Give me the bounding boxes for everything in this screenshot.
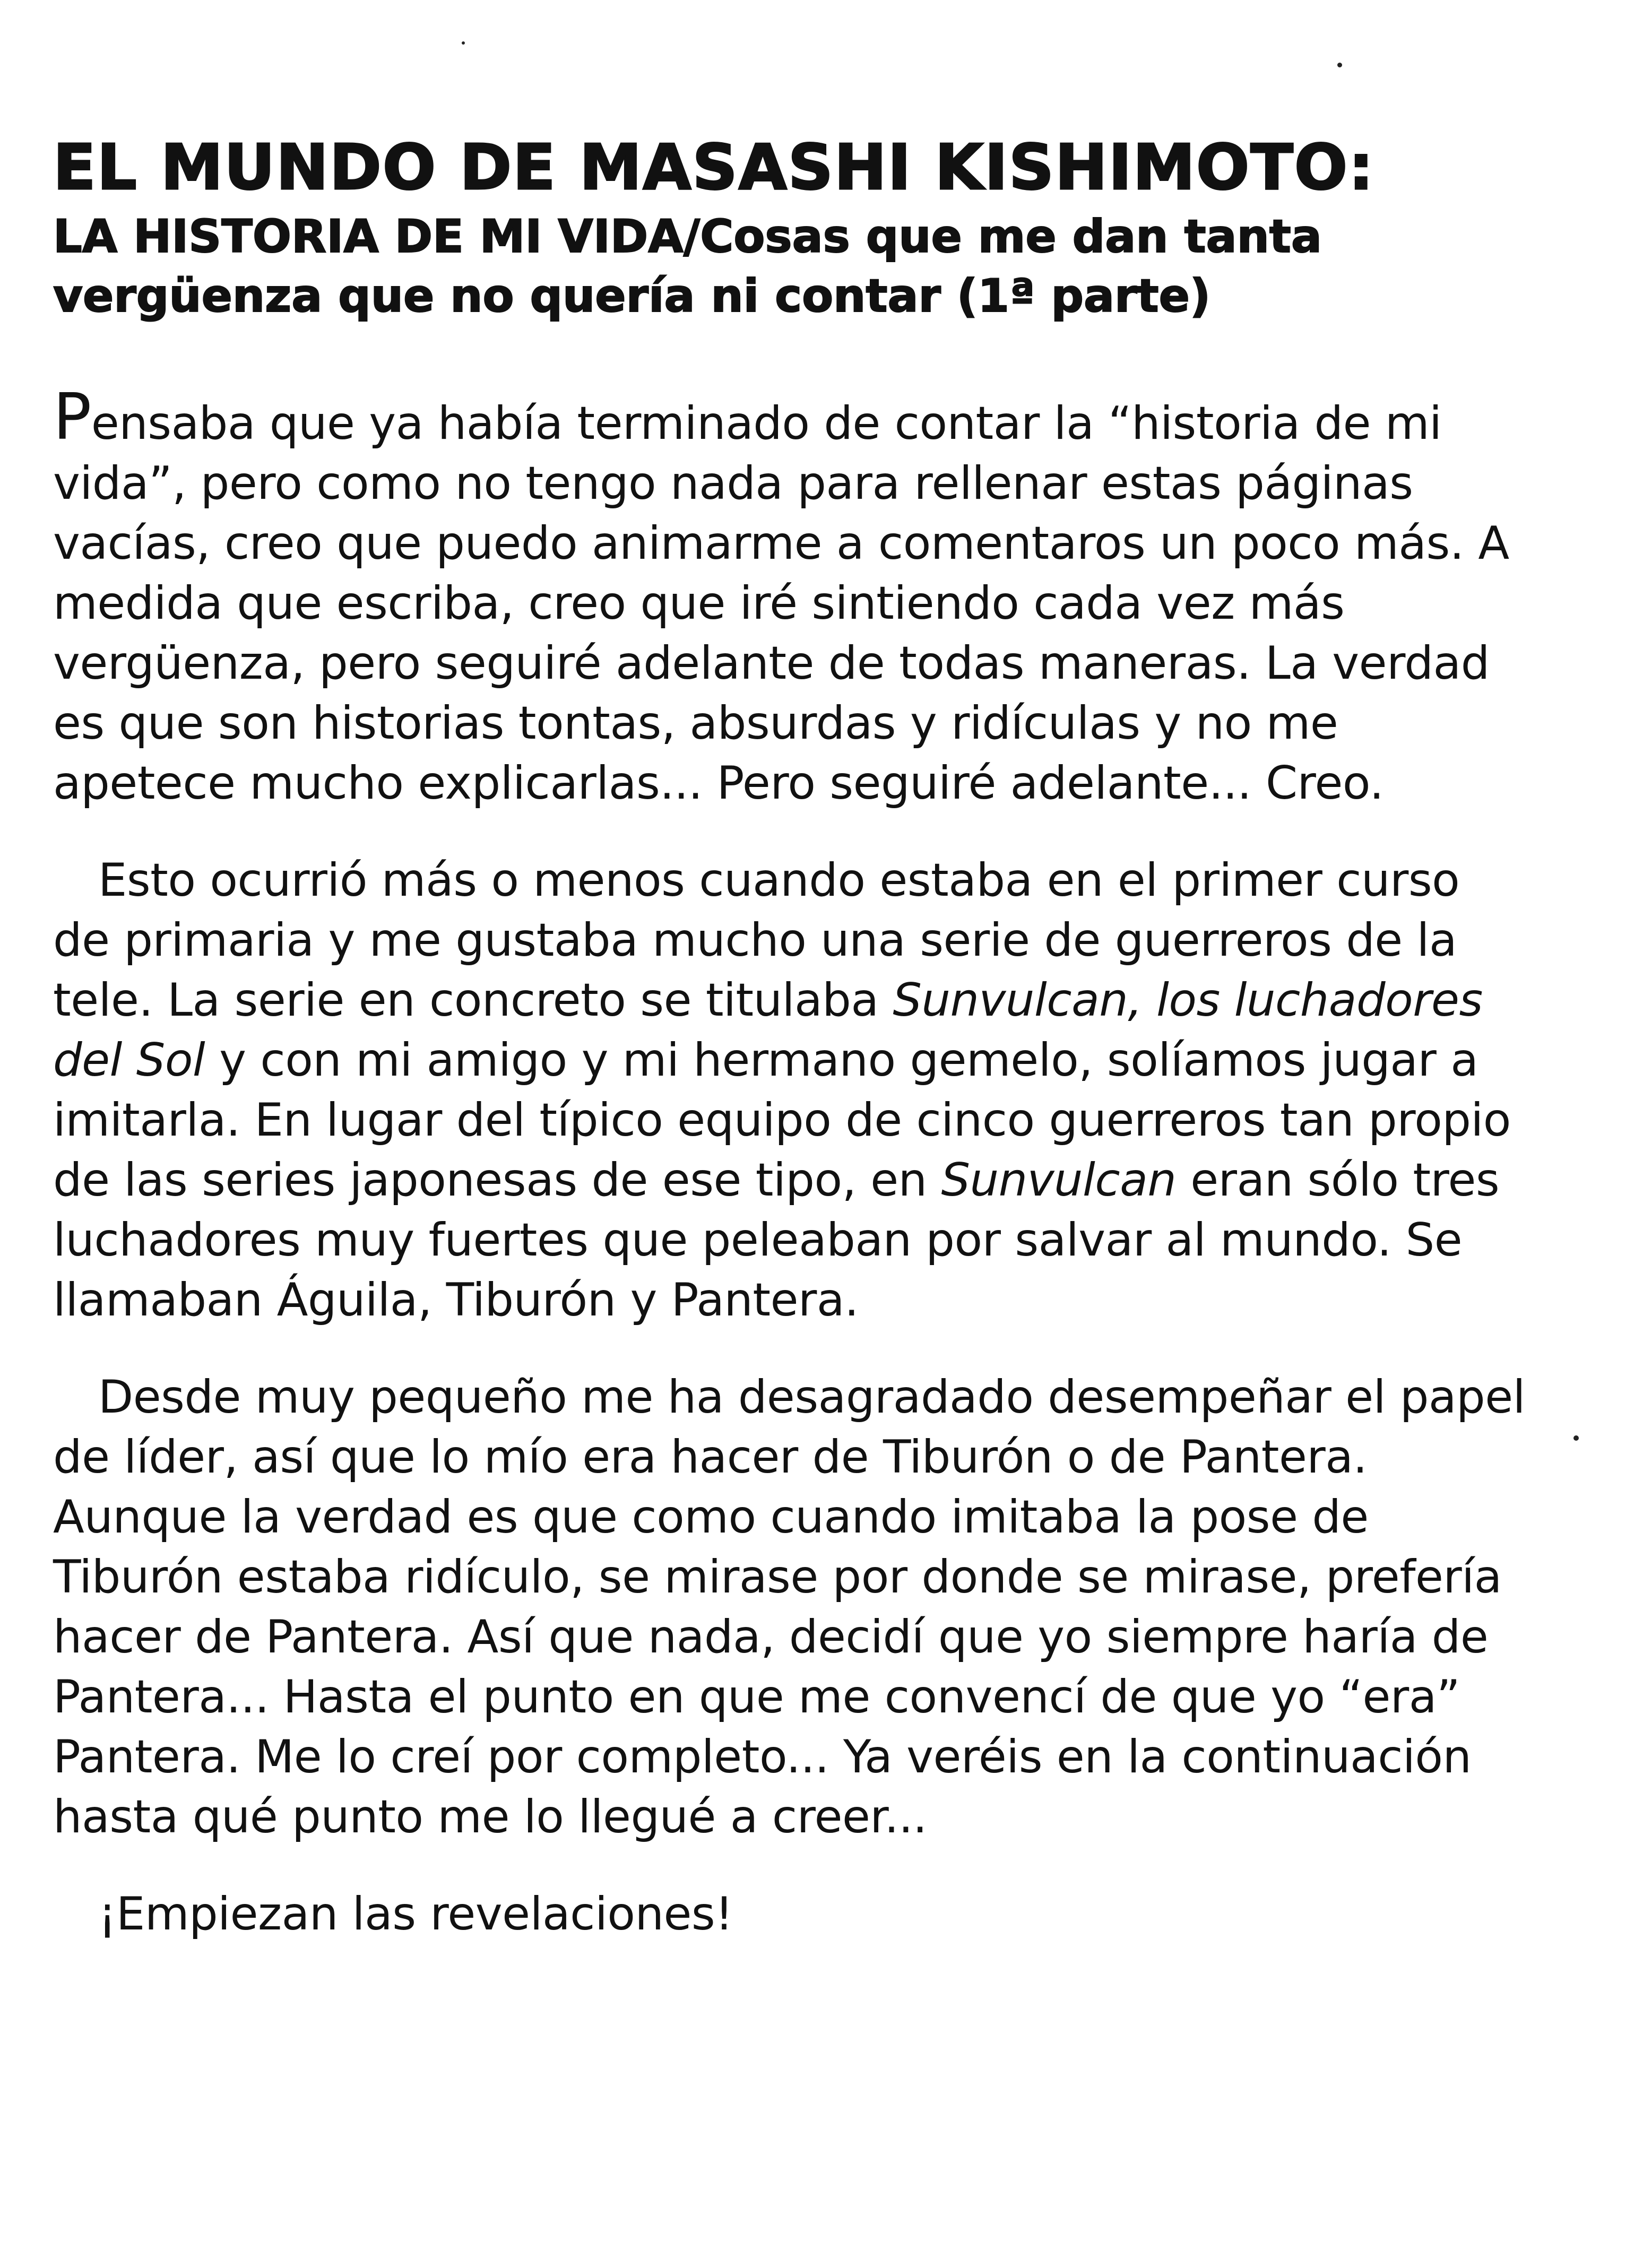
header <box>53 127 1581 326</box>
paragraph-sunvulcan <box>53 851 1528 1330</box>
paragraph-text: eran sólo tres luchadores muy fuertes que peleaban por salvar al mundo. Se llamaban Águila, Tiburón y Pantera. <box>53 1154 1500 1327</box>
article-body <box>53 380 1528 1981</box>
ink-speck <box>1573 1435 1579 1441</box>
paragraph-intro: Pensaba que ya había terminado de contar la “historia de mi vida”, pero como no tengo nada para rellenar estas páginas vacías, creo que puedo animarme a comentaros un poco más. A medida que escriba, creo que iré sintiendo cada vez más vergüenza, pero seguiré adelante de todas maneras. La verdad es que son historias tontas, absurdas y ridículas y no me apetece mucho explicarlas... Pero seguiré adelante... Creo. <box>53 380 1509 810</box>
show-title: Sunvulcan, los luchadores del Sol <box>53 974 1483 1087</box>
show-title: Sunvulcan <box>941 1154 1177 1207</box>
paragraph-text: y con mi amigo y mi hermano gemelo, solíamos jugar a imitarla. En lugar del típico equipo de cinco guerreros tan propio de las series japonesas de ese tipo, en <box>53 1034 1511 1207</box>
ink-speck <box>462 41 465 45</box>
ink-speck <box>1337 63 1342 67</box>
paragraph-pantera: Desde muy pequeño me ha desagradado desempeñar el papel de líder, así que lo mío era hacer de Tiburón o de Pantera. Aunque la verdad es que como cuando imitaba la pose de Tiburón estaba ridículo, se mirase por donde se mirase, prefería hacer de Pantera. Así que nada, decidí que yo siempre haría de Pantera... Hasta el punto en que me convencí de que yo “era” Pantera. Me lo creí por completo... Ya veréis en la continuación hasta qué punto me lo llegué a creer... <box>53 1371 1526 1843</box>
page-title: EL MUNDO DE MASASHI KISHIMOTO: <box>53 131 1375 204</box>
paragraph-text: Esto ocurrió más o menos cuando estaba en el primer curso de primaria y me gustaba mucho una serie de guerreros de la tele. La serie en concreto se titulaba <box>53 854 1460 1027</box>
paragraph-closing: ¡Empiezan las revelaciones! <box>98 1888 733 1941</box>
page-subtitle: LA HISTORIA DE MI VIDA/Cosas que me dan tanta vergüenza que no quería ni contar (1ª parte) <box>53 210 1322 323</box>
